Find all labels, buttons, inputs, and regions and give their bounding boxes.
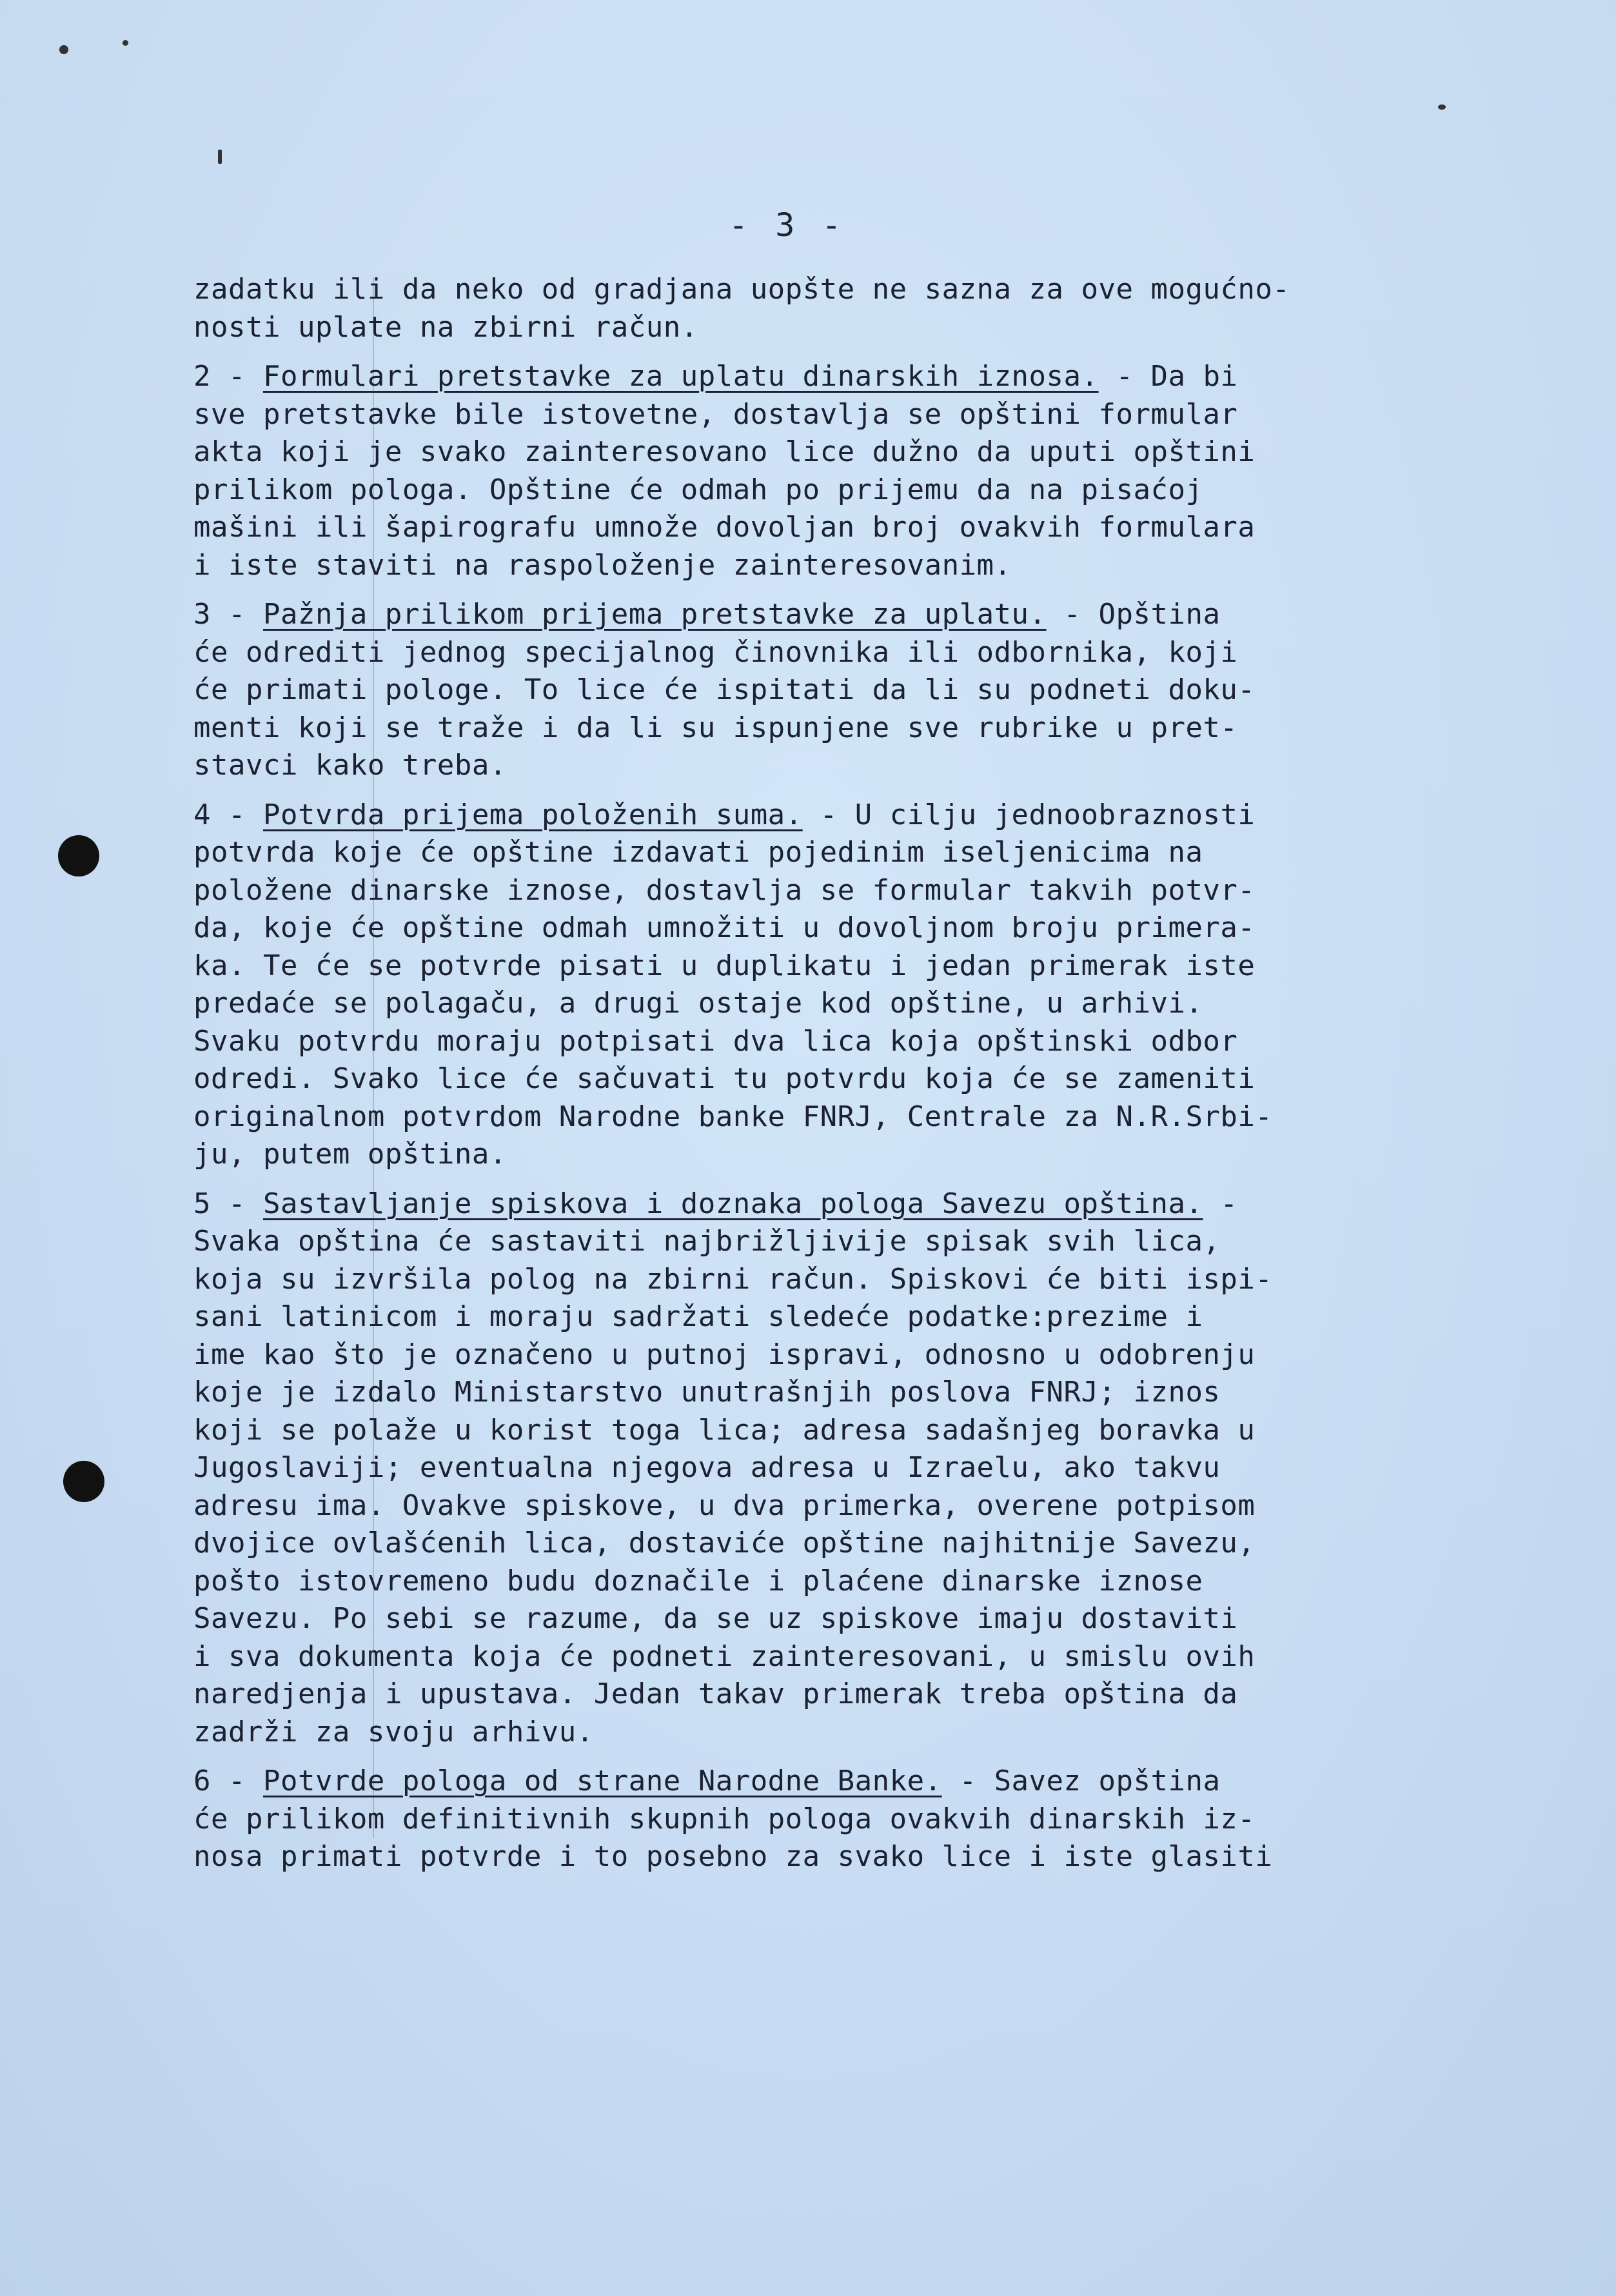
text-line: originalnom potvrdom Narodne banke FNRJ, Centrale za N.R.Srbi- xyxy=(193,1100,1273,1133)
text-line: ka. Te će se potvrde pisati u duplikatu i jedan primerak iste xyxy=(193,949,1256,982)
text-line: sve pretstavke bile istovetne, dostavlja se opštini formular xyxy=(193,397,1238,431)
text-line: stavci kako treba. xyxy=(193,749,507,782)
section-lead: - U cilju jednoobraznosti xyxy=(802,798,1256,831)
text-line: i iste staviti na raspoloženje zainteresovanim. xyxy=(193,548,1012,582)
section-title: Formulari pretstavke za uplatu dinarskih iznosa. xyxy=(262,360,1099,393)
text-line: prilikom pologa. Opštine će odmah po prijemu da na pisaćoj xyxy=(193,473,1203,506)
text-line: ju, putem opština. xyxy=(193,1138,507,1171)
section-number: 6 - xyxy=(193,1765,263,1797)
text-line: mašini ili šapirografu umnože dovoljan broj ovakvih formulara xyxy=(193,511,1256,544)
ink-speck xyxy=(1438,104,1446,110)
text-line: položene dinarske iznose, dostavlja se formular takvih potvr- xyxy=(193,873,1256,907)
paragraph-2 xyxy=(193,358,1457,584)
section-heading-line xyxy=(193,596,1457,634)
section-heading-line xyxy=(193,1763,1457,1801)
text-line: zadrži za svoju arhivu. xyxy=(193,1715,594,1748)
section-lead: - Opština xyxy=(1046,598,1221,631)
section-number: 4 - xyxy=(193,798,263,831)
ink-speck xyxy=(123,40,128,46)
text-line: će prilikom definitivnih skupnih pologa ovakvih dinarskih iz- xyxy=(193,1802,1256,1836)
text-line: koja su izvršila polog na zbirni račun. Spiskovi će biti ispi- xyxy=(193,1262,1273,1296)
text-line: adresu ima. Ovakve spiskove, u dva primerka, overene potpisom xyxy=(193,1489,1256,1522)
ink-speck xyxy=(218,150,222,164)
section-title: Potvrde pologa od strane Narodne Banke. xyxy=(262,1765,942,1797)
section-lead: - xyxy=(1203,1187,1238,1220)
ink-speck xyxy=(59,45,68,54)
section-title: Potvrda prijema položenih suma. xyxy=(262,798,803,831)
section-number: 3 - xyxy=(193,598,263,631)
text-line: pošto istovremeno budu doznačile i plaćene dinarske iznose xyxy=(193,1564,1203,1598)
text-line: koje je izdalo Ministarstvo unutrašnjih poslova FNRJ; iznos xyxy=(193,1376,1221,1409)
text-line: naredjenja i upustava. Jedan takav primerak treba opština da xyxy=(193,1677,1238,1710)
text-line: akta koji je svako zainteresovano lice dužno da uputi opštini xyxy=(193,435,1256,468)
section-heading-line xyxy=(193,358,1457,396)
text-line: potvrda koje će opštine izdavati pojedinim iseljenicima na xyxy=(193,836,1203,869)
body-text xyxy=(193,271,1457,1888)
text-line: predaće se polagaču, a drugi ostaje kod opštine, u arhivi. xyxy=(193,987,1203,1020)
text-line: zadatku ili da neko od gradjana uopšte ne sazna za ove mogućno- xyxy=(193,273,1290,306)
paragraph-6 xyxy=(193,1763,1457,1876)
punch-hole xyxy=(58,835,99,876)
section-heading-line xyxy=(193,1185,1457,1223)
section-lead: - Savez opština xyxy=(941,1765,1221,1797)
text-line: ime kao što je označeno u putnoj ispravi, odnosno u odobrenju xyxy=(193,1338,1256,1371)
section-heading-line xyxy=(193,797,1457,835)
paragraph-1 xyxy=(193,271,1457,346)
section-number: 2 - xyxy=(193,360,263,393)
text-line: Svaka opština će sastaviti najbrižljivije spisak svih lica, xyxy=(193,1225,1221,1258)
text-line: Savezu. Po sebi se razume, da se uz spiskove imaju dostaviti xyxy=(193,1602,1238,1635)
text-line: koji se polaže u korist toga lica; adresa sadašnjeg boravka u xyxy=(193,1413,1256,1447)
text-line: će primati pologe. To lice će ispitati da li su podneti doku- xyxy=(193,673,1256,706)
section-title: Pažnja prilikom prijema pretstavke za uplatu. xyxy=(262,598,1047,631)
text-line: Svaku potvrdu moraju potpisati dva lica koja opštinski odbor xyxy=(193,1024,1238,1058)
text-line: nosa primati potvrde i to posebno za svako lice i iste glasiti xyxy=(193,1840,1273,1873)
paragraph-3 xyxy=(193,596,1457,785)
text-line: Jugoslaviji; eventualna njegova adresa u Izraelu, ako takvu xyxy=(193,1451,1221,1484)
punch-hole xyxy=(63,1461,104,1502)
page-number: - 3 - xyxy=(729,206,845,244)
text-line: će odrediti jednog specijalnog činovnika ili odbornika, koji xyxy=(193,635,1238,669)
text-line: da, koje će opštine odmah umnožiti u dovoljnom broju primera- xyxy=(193,911,1256,944)
paragraph-4 xyxy=(193,797,1457,1174)
text-line: menti koji se traže i da li su ispunjene sve rubrike u pret- xyxy=(193,711,1238,744)
text-line: nosti uplate na zbirni račun. xyxy=(193,310,698,344)
section-number: 5 - xyxy=(193,1187,263,1220)
text-line: sani latinicom i moraju sadržati sledeće podatke:prezime i xyxy=(193,1300,1203,1333)
section-lead: - Da bi xyxy=(1098,360,1238,393)
text-line: i sva dokumenta koja će podneti zainteresovani, u smislu ovih xyxy=(193,1639,1256,1673)
section-title: Sastavljanje spiskova i doznaka pologa Savezu opština. xyxy=(262,1187,1203,1220)
paragraph-5 xyxy=(193,1185,1457,1752)
text-line: odredi. Svako lice će sačuvati tu potvrdu koja će se zameniti xyxy=(193,1062,1256,1095)
text-line: dvojice ovlašćenih lica, dostaviće opštine najhitnije Savezu, xyxy=(193,1527,1256,1559)
